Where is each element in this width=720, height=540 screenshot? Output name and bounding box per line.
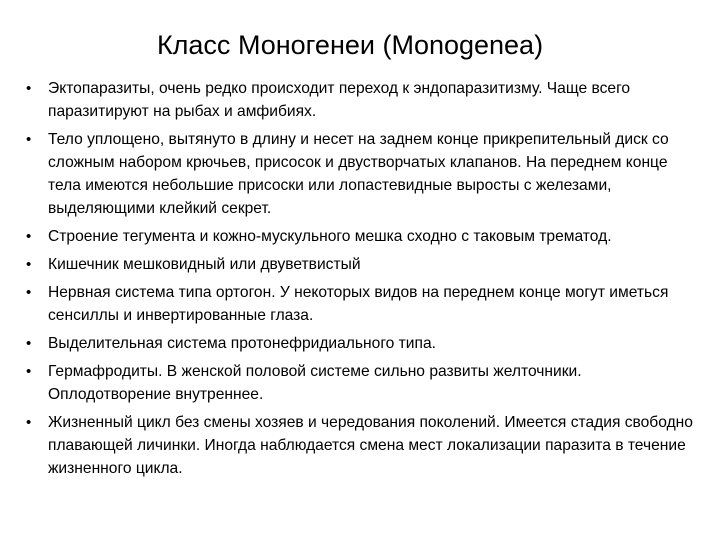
bullet-text: Гермафродиты. В женской половой системе сильно развиты желточники. Оплодотворение внутреннее. [48, 363, 582, 403]
bullet-item-7 [26, 360, 696, 406]
bullet-text: Кишечник мешковидный или двуветвистый [48, 256, 361, 273]
bullet-dot-icon: • [26, 228, 32, 245]
bullet-item-8 [26, 411, 696, 480]
bullet-dot-icon: • [26, 131, 32, 148]
bullet-text: Тело уплощено, вытянуто в длину и несет на заднем конце прикрепительный диск со сложным набором крючьев, присосок и двустворчатых клапанов. На переднем конце тела имеются небольшие присоски или лопастевидные выросты с железами, выделяющими клейкий секрет. [48, 131, 669, 217]
bullet-text: Строение тегумента и кожно-мускульного мешка сходно с таковым трематод. [48, 228, 612, 245]
slide-title: Класс Моногенеи (Monogenea) [156, 30, 544, 60]
bullet-dot-icon: • [26, 284, 32, 301]
bullet-list [26, 77, 696, 485]
bullet-dot-icon: • [26, 80, 32, 97]
bullet-dot-icon: • [26, 414, 32, 431]
bullet-item-6 [26, 332, 696, 355]
bullet-text: Нервная система типа ортогон. У некоторых видов на переднем конце могут иметься сенсиллы и инвертированные глаза. [48, 284, 669, 324]
bullet-item-2 [26, 128, 696, 220]
bullet-item-4 [26, 253, 696, 276]
bullet-item-5 [26, 281, 696, 327]
bullet-text: Жизненный цикл без смены хозяев и чередования поколений. Имеется стадия свободно плавающей личинки. Иногда наблюдается смена мест локализации паразита в течение жизненного цикла. [48, 414, 693, 477]
bullet-dot-icon: • [26, 335, 32, 352]
bullet-dot-icon: • [26, 363, 32, 380]
bullet-item-1 [26, 77, 696, 123]
bullet-text: Эктопаразиты, очень редко происходит переход к эндопаразитизму. Чаще всего паразитируют на рыбах и амфибиях. [48, 80, 631, 120]
bullet-item-3 [26, 225, 696, 248]
bullet-text: Выделительная система протонефридиального типа. [48, 335, 436, 352]
bullet-dot-icon: • [26, 256, 32, 273]
